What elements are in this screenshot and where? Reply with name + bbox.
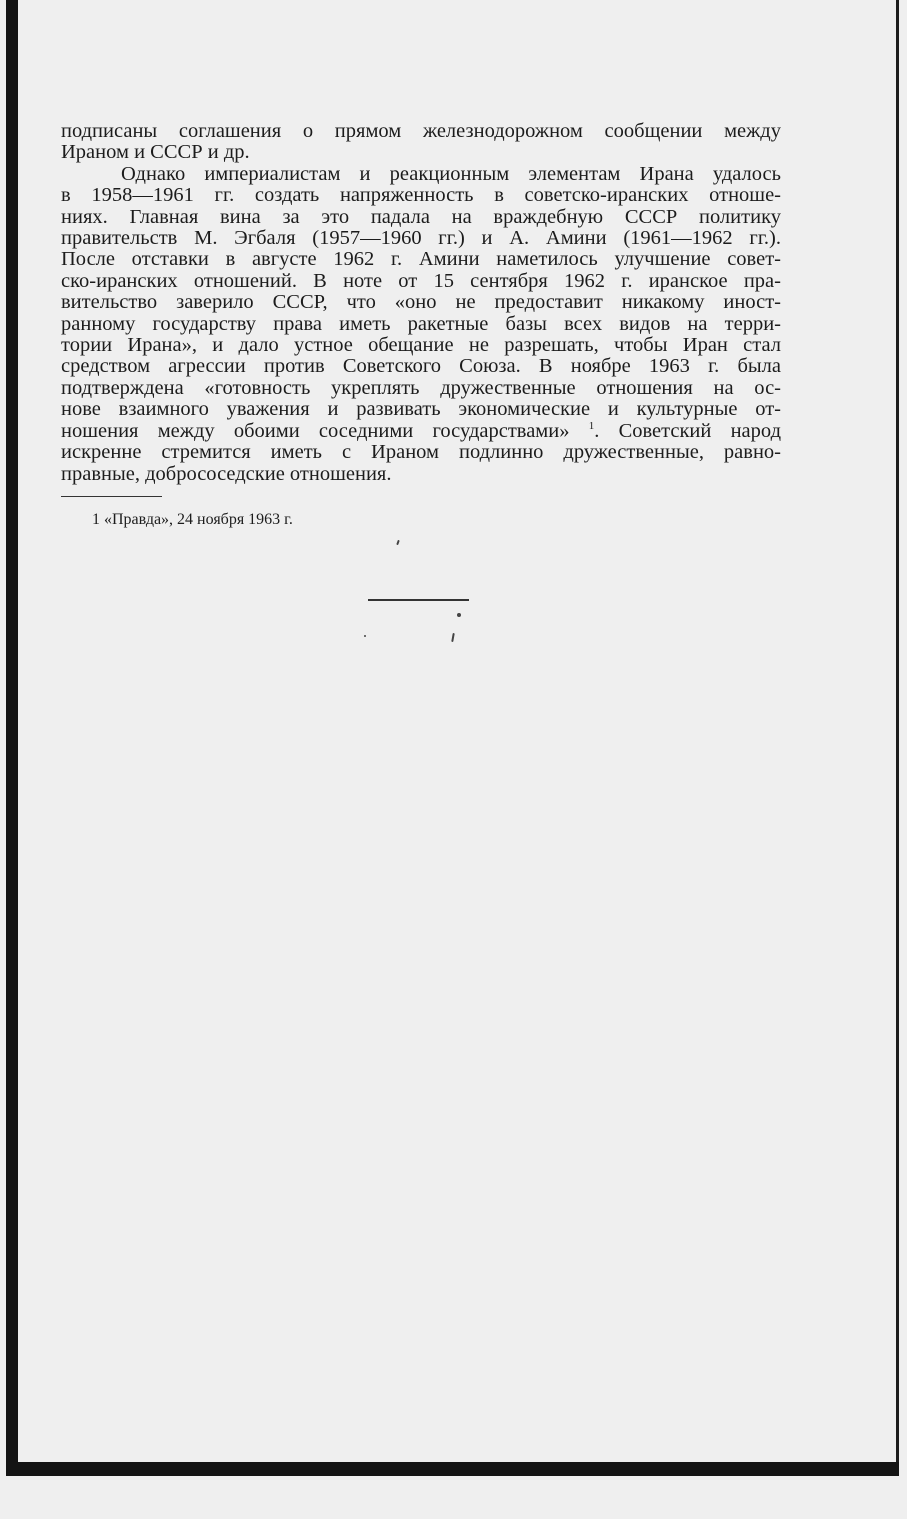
footnote-divider: [61, 496, 162, 497]
text-line: вительство заверило СССР, что «оно не предоставит никакому иност-: [61, 291, 781, 314]
scan-border-left: [6, 0, 18, 1462]
text-line: подписаны соглашения о прямом железнодорожном сообщении между: [61, 120, 781, 142]
scan-speck: [451, 633, 455, 642]
scan-speck: [396, 540, 400, 545]
text-line: в 1958—1961 гг. создать напряженность в советско-иранских отноше-: [61, 184, 781, 207]
text-line: тории Ирана», и дало устное обещание не разрешать, чтобы Иран стал: [61, 334, 781, 357]
text-line: нове взаимного уважения и развивать экономические и культурные от-: [61, 398, 781, 421]
end-divider: [368, 599, 469, 601]
scan-border-bottom: [6, 1462, 899, 1476]
scan-border-right: [896, 0, 899, 1462]
scan-speck: [364, 635, 366, 637]
footnote: [92, 511, 293, 529]
text-segment: ношения между обоими соседними государствами»: [61, 419, 570, 442]
text-line: подтверждена «готовность укреплять дружественные отношения на ос-: [61, 376, 781, 399]
text-line: искренне стремится иметь с Ираном подлинно дружественные, равно-: [61, 441, 781, 464]
text-line: После отставки в августе 1962 г. Амини наметилось улучшение совет-: [61, 248, 781, 271]
text-line: Однако империалистам и реакционным элементам Ирана удалось: [121, 162, 781, 185]
text-line: ниях. Главная вина за это падала на враждебную СССР политику: [61, 205, 781, 228]
text-segment: . Советский народ: [594, 419, 781, 442]
text-line: ско-иранских отношений. В ноте от 15 сентября 1962 г. иранское пра-: [61, 269, 781, 292]
text-line: правные, добрососедские отношения.: [61, 462, 392, 485]
text-line: правительств М. Эгбаля (1957—1960 гг.) и А. Амини (1961—1962 гг.).: [61, 227, 781, 250]
scan-speck: [457, 613, 461, 617]
footnote-reference: 1: [588, 419, 595, 432]
text-line: [61, 421, 781, 442]
footnote-marker: 1: [92, 511, 100, 528]
body-text: [61, 121, 781, 485]
text-line: средством агрессии против Советского Союза. В ноябре 1963 г. была: [61, 355, 781, 378]
text-line: Ираном и СССР и др.: [61, 141, 250, 164]
text-line: ранному государству права иметь ракетные базы всех видов на терри-: [61, 312, 781, 335]
footnote-text: «Правда», 24 ноября 1963 г.: [104, 511, 293, 528]
